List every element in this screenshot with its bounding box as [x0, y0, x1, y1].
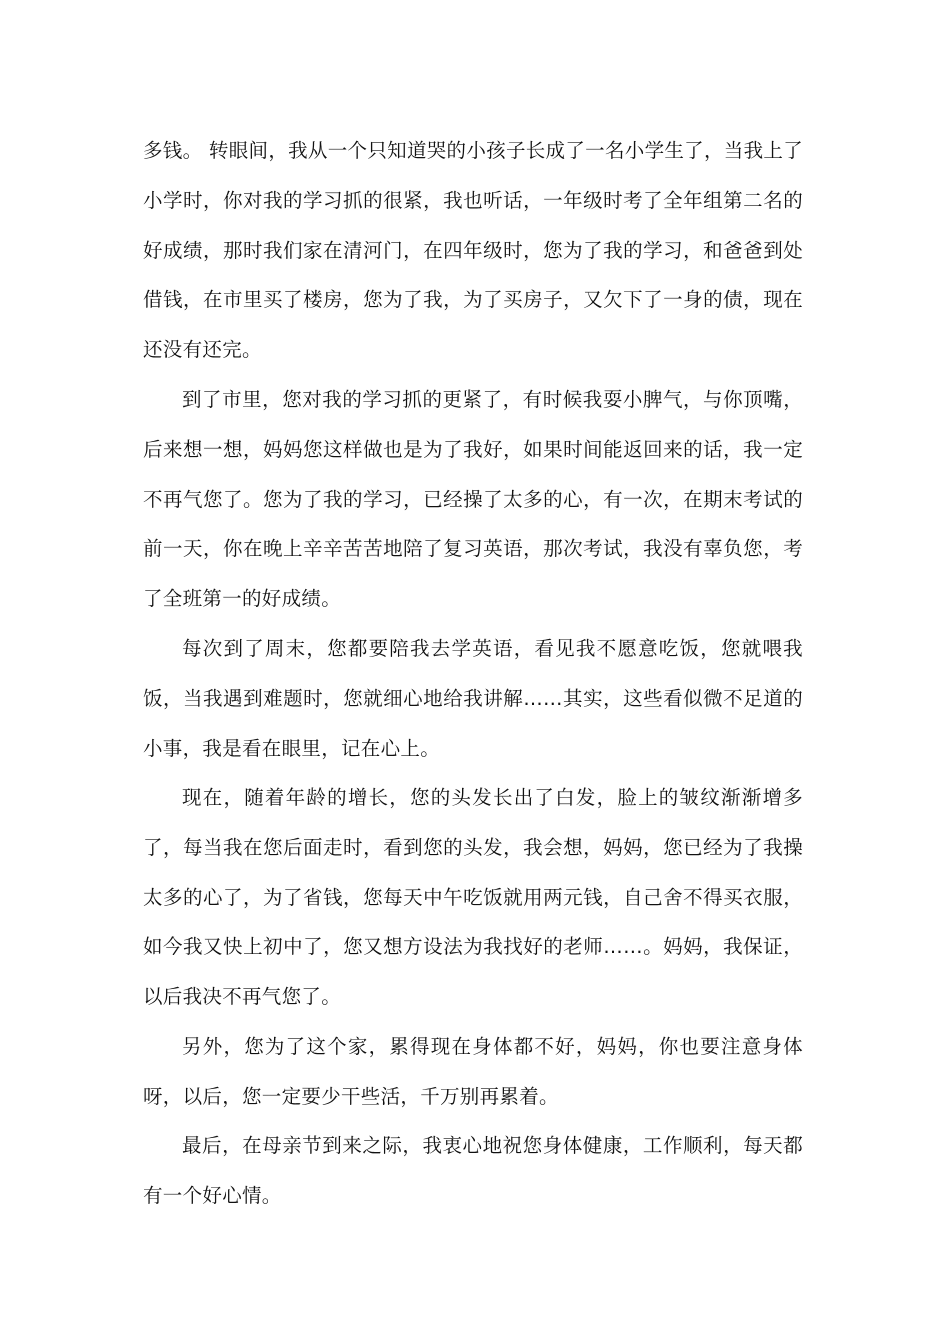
paragraph-2: 到了市里，您对我的学习抓的更紧了，有时候我耍小脾气，与你顶嘴，后来想一想，妈妈您这样做也是为了我好，如果时间能返回来的话，我一定不再气您了。您为了我的学习，已经操了太多的心，有一次，在期末考试的前一天，你在晚上辛辛苦苦地陪了复习英语，那次考试，我没有辜负您，考了全班第一的好成绩。 — [143, 388, 803, 611]
paragraph-3: 每次到了周末，您都要陪我去学英语，看见我不愿意吃饭，您就喂我饭，当我遇到难题时，您就细心地给我讲解……其实，这些看似微不足道的小事，我是看在眼里，记在心上。 — [143, 637, 803, 760]
paragraph-6: 最后，在母亲节到来之际，我衷心地祝您身体健康，工作顺利，每天都有一个好心情。 — [143, 1134, 803, 1207]
paragraph-5: 另外，您为了这个家，累得现在身体都不好，妈妈，你也要注意身体呀，以后，您一定要少干些活，千万别再累着。 — [143, 1035, 803, 1108]
paragraph-4: 现在，随着年龄的增长，您的头发长出了白发，脸上的皱纹渐渐增多了，每当我在您后面走时，看到您的头发，我会想，妈妈，您已经为了我操太多的心了，为了省钱，您每天中午吃饭就用两元钱，自己舍不得买衣服，如今我又快上初中了，您又想方设法为我找好的老师……。妈妈，我保证，以后我决不再气您了。 — [143, 786, 803, 1009]
paragraph-1: 多钱。 转眼间，我从一个只知道哭的小孩子长成了一名小学生了，当我上了小学时，你对我的学习抓的很紧，我也听话，一年级时考了全年组第二名的好成绩，那时我们家在清河门，在四年级时，您为了我的学习，和爸爸到处借钱，在市里买了楼房，您为了我，为了买房子，又欠下了一身的债，现在还没有还完。 — [143, 139, 803, 362]
